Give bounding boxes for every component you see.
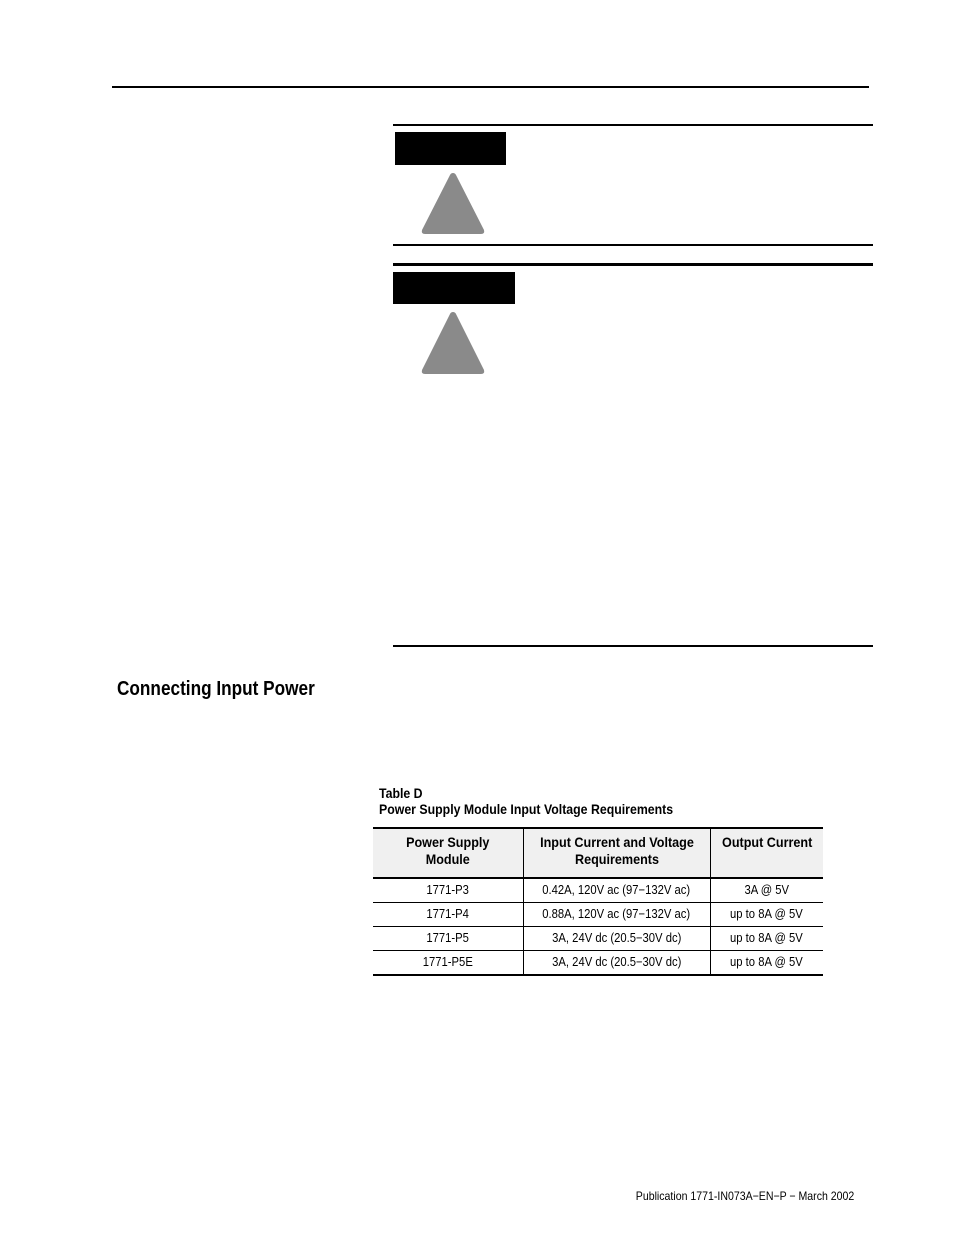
table-row: [373, 878, 823, 903]
table-row: [373, 903, 823, 927]
table-cell: 0.42A, 120V ac (97−132V ac): [523, 878, 710, 903]
column-header: Power Supply Module: [373, 828, 523, 878]
notice-2-label-box: [393, 272, 515, 304]
table-cell: 0.88A, 120V ac (97−132V ac): [523, 903, 710, 927]
table-cell: up to 8A @ 5V: [710, 903, 823, 927]
table-cell: 1771-P5: [426, 931, 470, 945]
column-header: Input Current and Voltage Requirements: [523, 828, 710, 878]
table-row: [373, 951, 823, 976]
table-caption-title: Power Supply Module Input Voltage Requirements: [379, 801, 674, 817]
table-cell: 1771-P5E: [422, 955, 473, 969]
table-cell: 3A, 24V dc (20.5−30V dc): [523, 951, 710, 976]
column-header: Output Current: [710, 828, 823, 878]
notice-1-top-rule: [393, 124, 873, 126]
section-heading: Connecting Input Power: [117, 678, 315, 700]
table-caption-number: Table D: [379, 785, 423, 801]
notice-1-label-box: [395, 132, 506, 165]
table-cell: up to 8A @ 5V: [710, 927, 823, 951]
table-row: [373, 927, 823, 951]
warning-triangle-icon: [419, 170, 487, 236]
table-header-row: [373, 828, 823, 878]
table-cell: 1771-P3: [426, 883, 470, 897]
table-cell: 3A, 24V dc (20.5−30V dc): [523, 927, 710, 951]
table-cell: up to 8A @ 5V: [710, 951, 823, 976]
notice-1-bottom-rule: [393, 244, 873, 246]
notice-2-bottom-rule: [393, 645, 873, 647]
warning-triangle-icon: [419, 309, 487, 376]
table-cell: 3A @ 5V: [710, 878, 823, 903]
table-cell: 1771-P4: [426, 907, 470, 921]
page-top-rule: [112, 86, 869, 88]
publication-footer: Publication 1771-IN073A−EN−P − March 2002: [635, 1189, 854, 1203]
power-supply-table: [373, 827, 823, 976]
notice-2-top-rule: [393, 263, 873, 266]
